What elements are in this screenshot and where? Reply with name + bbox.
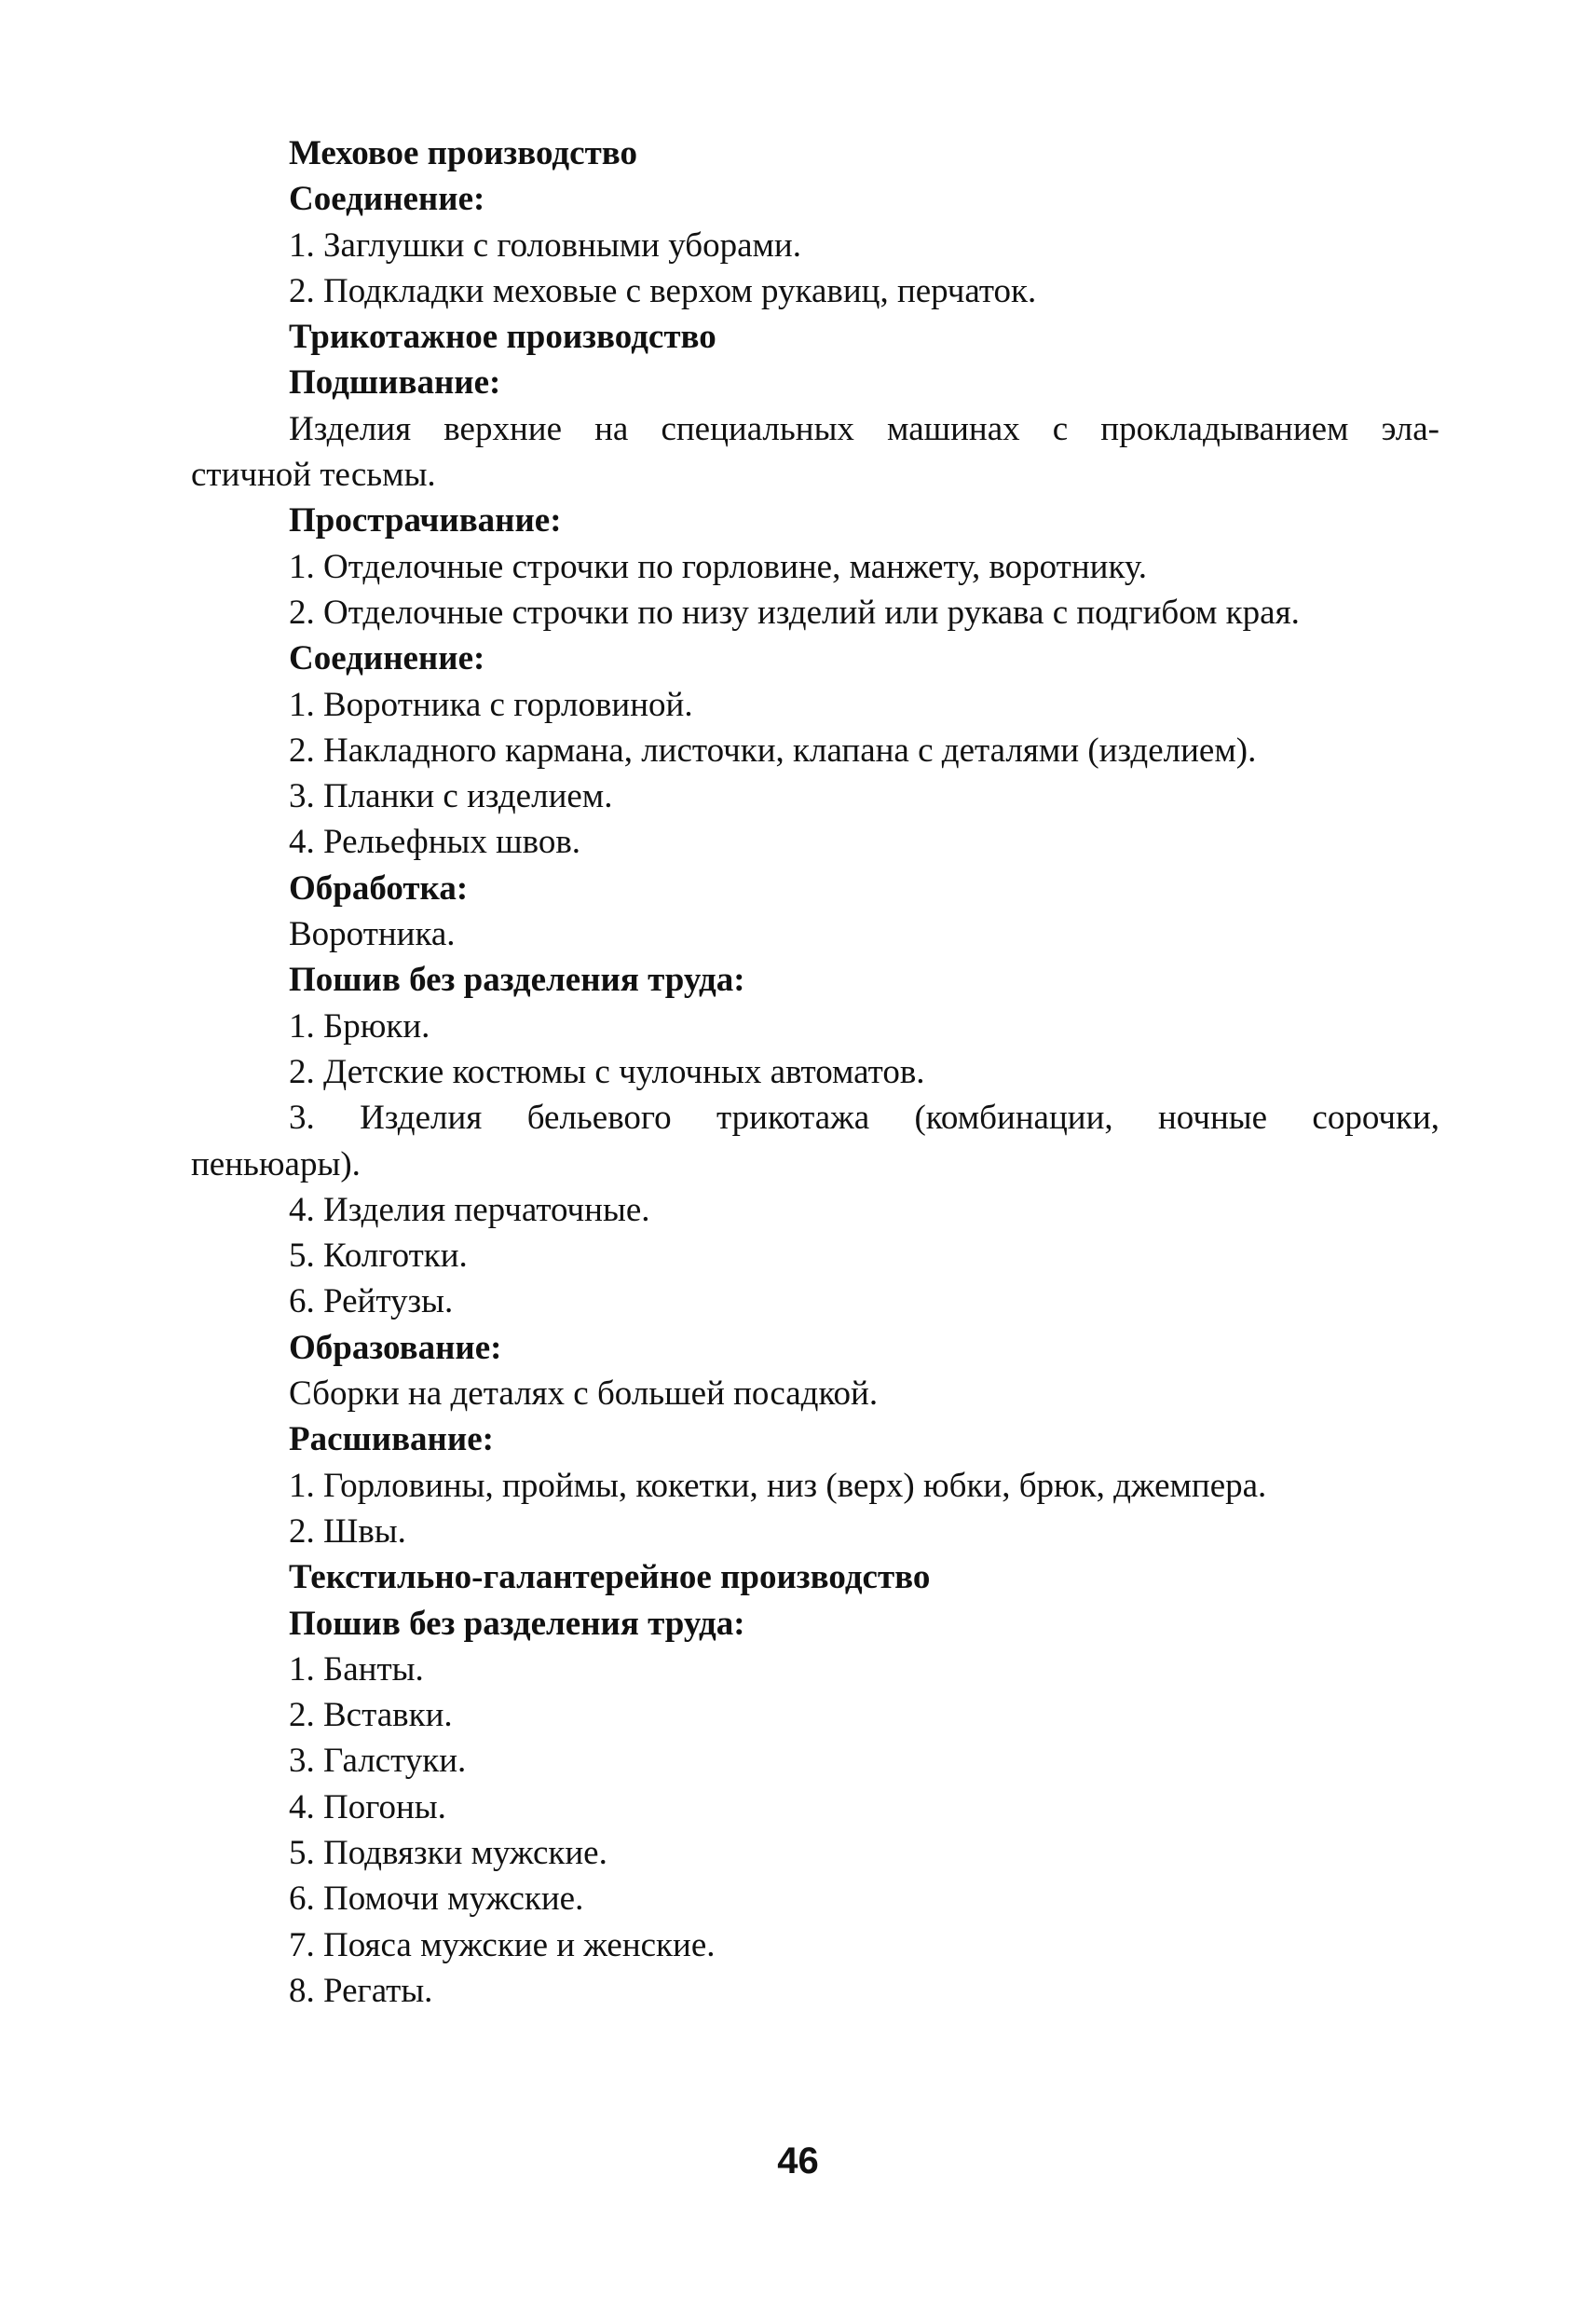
list-item: 7. Пояса мужские и женские. [289, 1925, 716, 1964]
section-heading: Соединение: [289, 639, 485, 678]
list-item: 2. Отделочные строчки по низу изделий или рукава с подгибом края. [289, 593, 1300, 632]
section-heading: Пошив без разделения труда: [289, 961, 745, 1000]
section-heading: Подшивание: [289, 363, 501, 403]
section-heading: Текстильно-галантерейное производство [289, 1558, 931, 1597]
paragraph-continuation: стичной тесьмы. [191, 456, 436, 495]
paragraph-continuation: пеньюары). [191, 1144, 361, 1183]
section-heading: Образование: [289, 1328, 502, 1367]
section-heading: Трикотажное производство [289, 318, 716, 357]
list-item: 6. Рейтузы. [289, 1282, 454, 1321]
paragraph-line: 3. Изделия бельевого трикотажа (комбинации, ночные сорочки, [289, 1099, 1439, 1138]
list-item: 3. Планки с изделием. [289, 777, 613, 816]
list-item: 2. Детские костюмы с чулочных автоматов. [289, 1052, 925, 1091]
section-heading: Соединение: [289, 180, 485, 219]
list-item: 2. Подкладки меховые с верхом рукавиц, перчаток. [289, 271, 1037, 310]
section-heading: Обработка: [289, 868, 469, 908]
list-item: 1. Горловины, проймы, кокетки, низ (верх) юбки, брюк, джемпера. [289, 1466, 1267, 1505]
section-heading: Меховое производство [289, 134, 637, 172]
list-item: 1. Брюки. [289, 1006, 430, 1046]
list-item: 2. Швы. [289, 1511, 406, 1551]
page-number: 46 [777, 2140, 819, 2181]
section-heading: Пошив без разделения труда: [289, 1604, 745, 1643]
list-item: 8. Регаты. [289, 1971, 433, 2010]
paragraph-line: Изделия верхние на специальных машинах с прокладыванием эла- [289, 409, 1439, 448]
page-body [191, 130, 1439, 2014]
list-item: 1. Отделочные строчки по горловине, манжету, воротнику. [289, 547, 1147, 586]
section-heading: Расшивание: [289, 1420, 494, 1459]
list-item: 4. Рельефных швов. [289, 823, 581, 862]
list-item: 6. Помочи мужские. [289, 1880, 584, 1919]
list-item: 1. Банты. [289, 1649, 424, 1689]
list-item: 1. Воротника с горловиной. [289, 685, 693, 724]
list-item: 4. Изделия перчаточные. [289, 1190, 650, 1229]
list-item: 3. Галстуки. [289, 1742, 467, 1781]
section-heading: Прострачивание: [289, 501, 562, 540]
list-item: 2. Накладного кармана, листочки, клапана с деталями (изделием). [289, 731, 1257, 770]
list-item: 2. Вставки. [289, 1696, 453, 1735]
list-item: Сборки на деталях с большей посадкой. [289, 1374, 879, 1414]
list-item: Воротника. [289, 915, 456, 954]
list-item: 4. Погоны. [289, 1787, 446, 1826]
list-item: 5. Подвязки мужские. [289, 1833, 607, 1872]
list-item: 1. Заглушки с головными уборами. [289, 226, 801, 265]
list-item: 5. Колготки. [289, 1237, 468, 1276]
